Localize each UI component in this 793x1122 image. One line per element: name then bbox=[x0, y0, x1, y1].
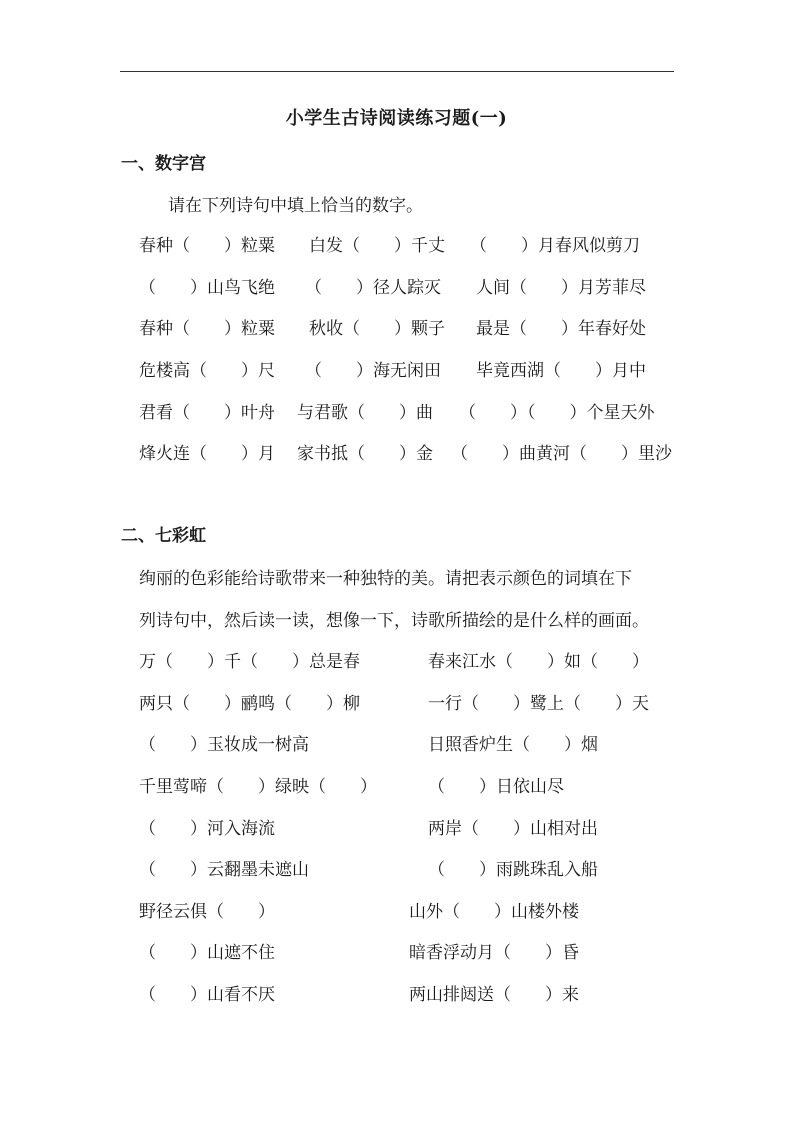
s2-r5-c2: 两岸（ ）山相对出 bbox=[428, 819, 598, 839]
s1-r4-c1: 危楼高（ ）尺 bbox=[139, 361, 275, 381]
s1-r4-c2: （ ）海无闲田 bbox=[305, 361, 441, 381]
s1-r3-c1: 春种（ ）粒粟 bbox=[139, 319, 275, 339]
s1-r5-c3: （ ）（ ）个星天外 bbox=[459, 403, 655, 423]
s2-r9-c1: （ ）山看不厌 bbox=[139, 985, 275, 1005]
s1-r6-c2: 家书抵（ ）金 bbox=[297, 444, 433, 464]
s1-r6-c3: （ ）曲黄河（ ）里沙 bbox=[451, 444, 672, 464]
s2-r6-c2: （ ）雨跳珠乱入船 bbox=[428, 860, 598, 880]
s2-r9-c2: 两山排闼送（ ）来 bbox=[409, 985, 579, 1005]
s1-r4-c3: 毕竟西湖（ ）月中 bbox=[476, 361, 646, 381]
s2-r8-c1: （ ）山遮不住 bbox=[139, 943, 275, 963]
s1-r1-c1: 春种（ ）粒粟 bbox=[139, 236, 275, 256]
top-rule bbox=[120, 71, 674, 72]
s2-r2-c1: 两只（ ）鹂鸣（ ）柳 bbox=[139, 694, 360, 714]
section1-heading: 一、数字宫 bbox=[121, 154, 206, 174]
s1-r3-c3: 最是（ ）年春好处 bbox=[476, 319, 646, 339]
s2-r3-c2: 日照香炉生（ ）烟 bbox=[428, 735, 598, 755]
s1-r1-c3: （ ）月春风似剪刀 bbox=[470, 236, 640, 256]
s2-r5-c1: （ ）河入海流 bbox=[139, 819, 275, 839]
s1-r6-c1: 烽火连（ ）月 bbox=[139, 444, 275, 464]
s1-r5-c1: 君看（ ）叶舟 bbox=[139, 403, 275, 423]
s2-r7-c2: 山外（ ）山楼外楼 bbox=[409, 902, 579, 922]
s2-r6-c1: （ ）云翻墨未遮山 bbox=[139, 860, 309, 880]
page-title: 小学生古诗阅读练习题(一) bbox=[285, 108, 508, 129]
s1-r5-c2: 与君歌（ ）曲 bbox=[297, 403, 433, 423]
s1-r1-c2: 白发（ ）千丈 bbox=[309, 236, 445, 256]
s1-r2-c3: 人间（ ）月芳菲尽 bbox=[476, 278, 646, 298]
section2-intro-line2: 列诗句中，然后读一读，想像一下，诗歌所描绘的是什么样的画面。 bbox=[139, 611, 649, 631]
s1-r2-c2: （ ）径人踪灭 bbox=[305, 278, 441, 298]
section1-instruction: 请在下列诗句中填上恰当的数字。 bbox=[168, 196, 423, 216]
s1-r3-c2: 秋收（ ）颗子 bbox=[309, 319, 445, 339]
s2-r3-c1: （ ）玉妆成一树高 bbox=[139, 735, 309, 755]
s2-r7-c1: 野径云俱（ ） bbox=[139, 902, 275, 922]
s1-r2-c1: （ ）山鸟飞绝 bbox=[139, 278, 275, 298]
s2-r2-c2: 一行（ ）鹭上（ ）天 bbox=[428, 694, 649, 714]
s2-r1-c2: 春来江水（ ）如（ ） bbox=[428, 652, 649, 672]
s2-r4-c1: 千里莺啼（ ）绿映（ ） bbox=[139, 777, 377, 797]
s2-r1-c1: 万（ ）千（ ）总是春 bbox=[139, 652, 360, 672]
s2-r4-c2: （ ）日依山尽 bbox=[428, 777, 564, 797]
s2-r8-c2: 暗香浮动月（ ）昏 bbox=[409, 943, 579, 963]
section2-heading: 二、七彩虹 bbox=[121, 526, 206, 546]
section2-intro-line1: 绚丽的色彩能给诗歌带来一种独特的美。请把表示颜色的词填在下 bbox=[139, 569, 632, 589]
